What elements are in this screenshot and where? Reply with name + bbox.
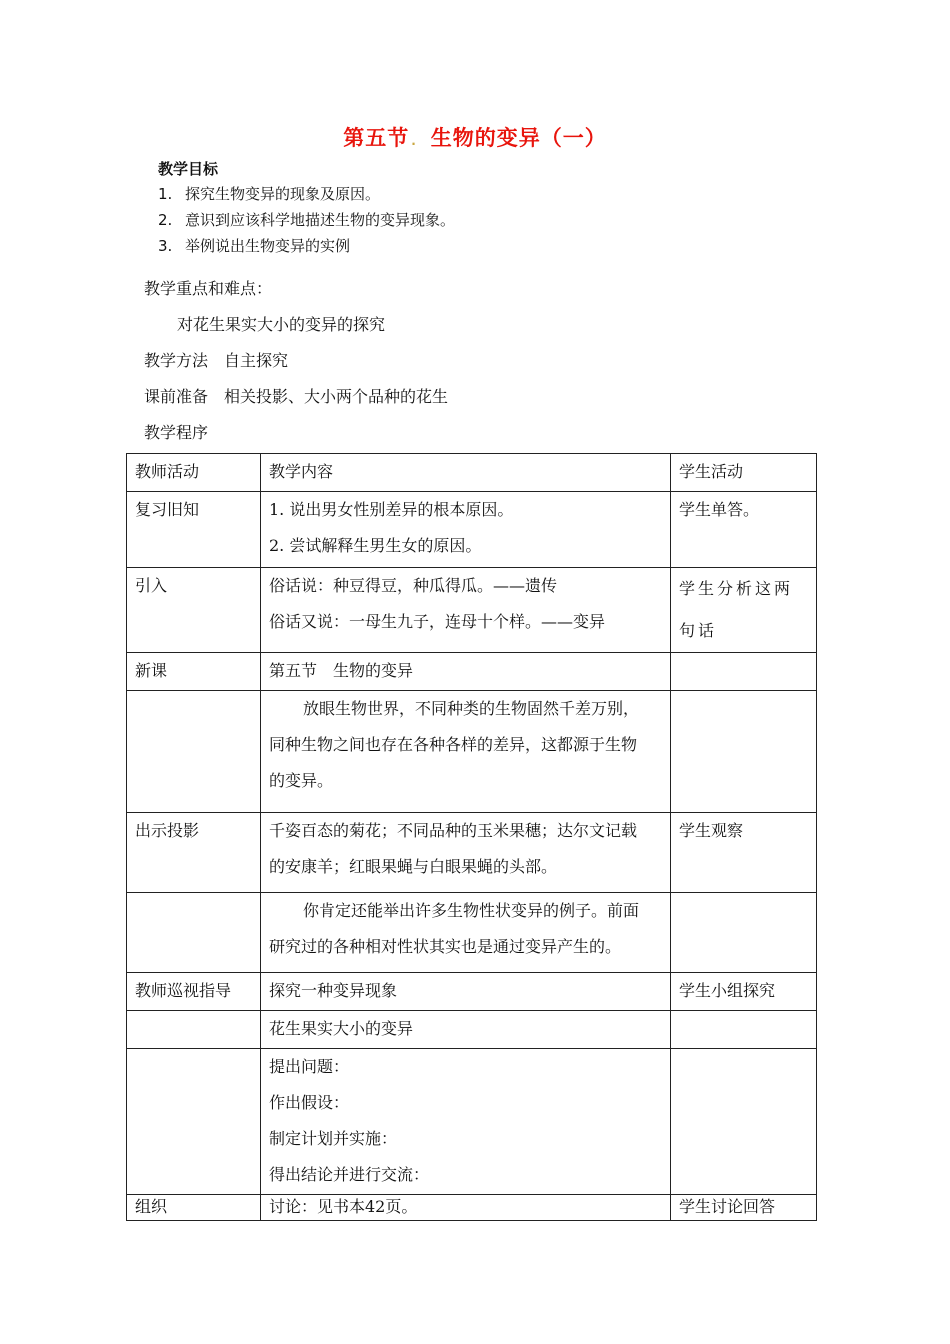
cell-teacher [127, 691, 261, 813]
content-line-text: 放眼生物世界，不同种类的生物固然千差万别， [303, 699, 640, 718]
cell-student: 学生讨论回答 [671, 1195, 817, 1221]
cell-student [671, 653, 817, 691]
cell-teacher: 新课 [127, 653, 261, 691]
cell-content: 探究一种变异现象 [261, 973, 671, 1011]
header-student: 学生活动 [671, 454, 817, 492]
objectives-list [158, 182, 455, 260]
cell-student: 学生小组探究 [671, 973, 817, 1011]
procedure-label: 教学程序 [144, 423, 209, 442]
table-row [127, 492, 817, 568]
cell-teacher: 组织 [127, 1195, 261, 1221]
objective-text: 探究生物变异的现象及原因。 [185, 185, 381, 203]
document-title [0, 122, 950, 152]
objective-number: 1. [158, 185, 173, 203]
cell-content: 第五节 生物的变异 [261, 653, 671, 691]
content-line [269, 691, 662, 727]
teaching-method: 教学方法 自主探究 [144, 351, 289, 370]
content-line: 同种生物之间也存在各种各样的差异，这都源于生物 [269, 735, 638, 754]
table-row [127, 813, 817, 893]
content-line: 制定计划并实施： [269, 1129, 398, 1148]
procedure-table [126, 453, 817, 1221]
cell-student: 学生单答。 [671, 492, 817, 568]
header-content: 教学内容 [261, 454, 671, 492]
table-row [127, 1049, 817, 1195]
content-line: 俗话又说：一母生九子，连母十个样。——变异 [269, 612, 606, 631]
cell-student: 学生分析这两句话 [671, 568, 817, 653]
cell-teacher [127, 893, 261, 973]
cell-content [261, 1049, 671, 1195]
table-header-row [127, 454, 817, 492]
cell-student: 学生观察 [671, 813, 817, 893]
cell-content [261, 691, 671, 813]
objective-item [158, 208, 455, 234]
table-row [127, 653, 817, 691]
objectives-heading: 教学目标 [158, 160, 219, 178]
content-line: 得出结论并进行交流： [269, 1165, 430, 1184]
key-points-label: 教学重点和难点： [144, 279, 273, 298]
objective-text: 举例说出生物变异的实例 [185, 237, 351, 255]
title-section: 第五节 [343, 126, 410, 150]
cell-teacher [127, 1011, 261, 1049]
table-row [127, 1011, 817, 1049]
table-row [127, 1195, 817, 1221]
cell-student [671, 1011, 817, 1049]
title-topic: 生物的变异（一） [430, 126, 607, 150]
cell-content [261, 492, 671, 568]
table-row [127, 568, 817, 653]
content-line [269, 893, 662, 929]
content-line: 俗话说：种豆得豆，种瓜得瓜。——遗传 [269, 576, 558, 595]
objective-item [158, 234, 455, 260]
content-line: 的变异。 [269, 771, 334, 790]
content-line: 2. 尝试解释生男生女的原因。 [269, 536, 482, 555]
content-line: 提出问题： [269, 1057, 350, 1076]
cell-student [671, 691, 817, 813]
objective-text: 意识到应该科学地描述生物的变异现象。 [185, 211, 456, 229]
cell-content [261, 568, 671, 653]
cell-student [671, 893, 817, 973]
content-line: 的安康羊；红眼果蝇与白眼果蝇的头部。 [269, 857, 558, 876]
table-row [127, 893, 817, 973]
header-teacher: 教师活动 [127, 454, 261, 492]
cell-content: 讨论：见书本42页。 [261, 1195, 671, 1221]
cell-content [261, 813, 671, 893]
preparation: 课前准备 相关投影、大小两个品种的花生 [144, 387, 449, 406]
cell-teacher: 引入 [127, 568, 261, 653]
content-line: 1. 说出男女性别差异的根本原因。 [269, 500, 514, 519]
content-line: 千姿百态的菊花；不同品种的玉米果穗；达尔文记载 [269, 821, 638, 840]
content-line: 研究过的各种相对性状其实也是通过变异产生的。 [269, 937, 622, 956]
content-line-text: 你肯定还能举出许多生物性状变异的例子。前面 [303, 901, 640, 920]
table-row [127, 691, 817, 813]
cell-content [261, 893, 671, 973]
cell-content: 花生果实大小的变异 [261, 1011, 671, 1049]
cell-teacher [127, 1049, 261, 1195]
cell-student [671, 1049, 817, 1195]
content-line: 作出假设： [269, 1093, 350, 1112]
objective-item [158, 182, 455, 208]
key-points-text: 对花生果实大小的变异的探究 [177, 315, 386, 334]
objective-number: 3. [158, 237, 173, 255]
table-row [127, 973, 817, 1011]
cell-teacher: 教师巡视指导 [127, 973, 261, 1011]
cell-teacher: 出示投影 [127, 813, 261, 893]
objective-number: 2. [158, 211, 173, 229]
title-dot: . [411, 134, 417, 148]
cell-teacher: 复习旧知 [127, 492, 261, 568]
